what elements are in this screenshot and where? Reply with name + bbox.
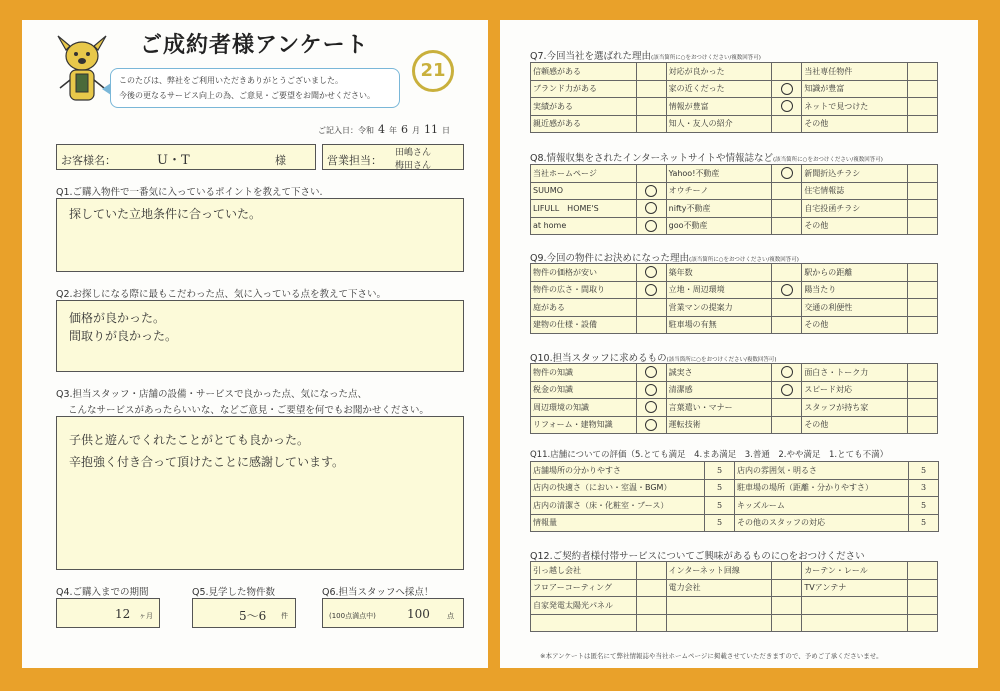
century21-logo-icon: 21 — [412, 50, 454, 92]
q8-option-label: SUUMO — [531, 182, 637, 200]
q8-checkbox[interactable] — [908, 217, 938, 235]
q11-item-label: 情報量 — [531, 514, 705, 532]
q8-option-label: Yahoo!不動産 — [666, 165, 772, 183]
intro-bubble — [110, 68, 400, 108]
q9-checkbox[interactable] — [772, 316, 802, 334]
q7-checkbox[interactable] — [772, 80, 802, 98]
q7-option-label: 信頼感がある — [531, 63, 637, 81]
q9-checkbox[interactable] — [908, 281, 938, 299]
q12-option-label — [666, 597, 772, 615]
q12-checkbox[interactable] — [772, 562, 802, 580]
customer-name: U・T — [157, 153, 190, 168]
q9-checkbox[interactable] — [636, 264, 666, 282]
q11-score[interactable]: 5 — [909, 497, 939, 515]
q11-score[interactable]: 5 — [705, 497, 735, 515]
q8-table — [530, 164, 938, 235]
q7-option-label: 情報が豊富 — [666, 98, 772, 116]
q12-checkbox[interactable] — [908, 614, 938, 632]
q8-checkbox[interactable] — [908, 182, 938, 200]
mascot-dog-icon — [52, 28, 112, 108]
q5-answer-box[interactable] — [192, 598, 296, 628]
q1-answer: 探していた立地条件に合っていた。 — [69, 207, 262, 221]
q8-checkbox[interactable] — [772, 165, 802, 183]
q8-option-label: オウチーノ — [666, 182, 772, 200]
q8-checkbox[interactable] — [772, 200, 802, 218]
q12-option-label: 電力会社 — [666, 579, 772, 597]
q6-answer-box[interactable] — [322, 598, 464, 628]
q12-option-label: フロアーコーティング — [531, 579, 637, 597]
q10-checkbox[interactable] — [636, 416, 666, 434]
date-year: 4 — [378, 123, 385, 136]
q6-answer-value: 100 — [407, 607, 430, 621]
q11-score[interactable]: 5 — [705, 514, 735, 532]
q12-checkbox[interactable] — [636, 579, 666, 597]
staff-label: 営業担当： — [327, 154, 382, 167]
q12-checkbox[interactable] — [636, 562, 666, 580]
q11-score[interactable]: 5 — [909, 462, 939, 480]
q7-checkbox[interactable] — [908, 80, 938, 98]
q8-title: Q8.情報収集をされたインターネットサイトや情報誌など(該当箇所に○をおつけください/複数回答可) — [530, 153, 883, 164]
q7-option-label: 知識が豊富 — [802, 80, 908, 98]
q6-note: (100点満点中) — [329, 612, 376, 620]
entry-date — [318, 123, 450, 136]
q8-checkbox[interactable] — [636, 182, 666, 200]
q10-checkbox[interactable] — [908, 381, 938, 399]
q12-checkbox[interactable] — [772, 614, 802, 632]
q7-checkbox[interactable] — [772, 98, 802, 116]
q12-checkbox[interactable] — [908, 597, 938, 615]
q10-option-label: 面白さ・トーク力 — [802, 364, 908, 382]
q7-row — [531, 98, 938, 116]
q10-checkbox[interactable] — [636, 399, 666, 417]
q9-checkbox[interactable] — [636, 299, 666, 317]
q4-label: Q4.ご購入までの期間 — [56, 587, 149, 598]
q8-option-label: nifty不動産 — [666, 200, 772, 218]
q9-title: Q9.今回の物件にお決めになった理由(該当箇所に○をおつけください/複数回答可) — [530, 253, 799, 264]
circle-mark-icon — [645, 284, 657, 296]
q10-row — [531, 381, 938, 399]
q7-checkbox[interactable] — [636, 80, 666, 98]
circle-mark-icon — [781, 167, 793, 179]
q12-option-label: TVアンテナ — [802, 579, 908, 597]
q10-option-label: 誠実さ — [666, 364, 772, 382]
q7-checkbox[interactable] — [636, 98, 666, 116]
q7-checkbox[interactable] — [636, 63, 666, 81]
q3-label-line-1: Q3.担当スタッフ・店舗の設備・サービスで良かった点、気になった点、 — [56, 389, 368, 400]
q7-option-label: 家の近くだった — [666, 80, 772, 98]
q11-item-label: キッズルーム — [735, 497, 909, 515]
circle-mark-icon — [781, 284, 793, 296]
q9-checkbox[interactable] — [636, 281, 666, 299]
q9-option-label: 庭がある — [531, 299, 637, 317]
q7-checkbox[interactable] — [908, 63, 938, 81]
q11-title: Q11.店舗についての評価（5.とても満足 4.まあ満足 3.普通 2.やや満足 1.とても不満） — [530, 450, 889, 460]
q9-table — [530, 263, 938, 334]
q9-checkbox[interactable] — [908, 264, 938, 282]
q2-answer-box[interactable] — [56, 300, 464, 372]
q8-row — [531, 165, 938, 183]
q10-row — [531, 399, 938, 417]
q4-answer-box[interactable] — [56, 598, 160, 628]
staff-name-1: 田嶋さん — [395, 148, 432, 158]
q11-item-label: 店内の清潔さ（床・化粧室・ブース） — [531, 497, 705, 515]
q8-option-label: その他 — [802, 217, 908, 235]
q5-label: Q5.見学した物件数 — [192, 587, 276, 598]
q9-option-label: 陽当たり — [802, 281, 908, 299]
q12-option-label — [802, 597, 908, 615]
q11-row — [531, 514, 939, 532]
q8-checkbox[interactable] — [636, 217, 666, 235]
q2-answer-line-1: 価格が良かった。 — [69, 311, 166, 325]
q7-option-label: 対応が良かった — [666, 63, 772, 81]
q7-checkbox[interactable] — [908, 98, 938, 116]
q1-label: Q1.ご購入物件で一番気に入っているポイントを教えて下さい. — [56, 187, 323, 198]
q12-option-label: 引っ越し会社 — [531, 562, 637, 580]
q9-option-label: 建物の仕様・設備 — [531, 316, 637, 334]
circle-mark-icon — [781, 100, 793, 112]
q7-checkbox[interactable] — [636, 115, 666, 133]
q10-checkbox[interactable] — [636, 364, 666, 382]
q11-score[interactable]: 5 — [705, 462, 735, 480]
q10-option-label: 物件の知識 — [531, 364, 637, 382]
q7-option-label: 知人・友人の紹介 — [666, 115, 772, 133]
q5-answer-value: 5〜6 — [239, 609, 267, 623]
q7-option-label: 当社専任物件 — [802, 63, 908, 81]
q8-checkbox[interactable] — [636, 165, 666, 183]
circle-mark-icon — [781, 384, 793, 396]
q11-table — [530, 461, 939, 532]
q3-answer-line-2: 辛抱強く付き合って頂けたことに感謝しています。 — [69, 455, 345, 469]
q10-checkbox[interactable] — [636, 381, 666, 399]
q9-checkbox[interactable] — [636, 316, 666, 334]
staff-name-2: 梅田さん — [395, 161, 432, 171]
q9-checkbox[interactable] — [772, 299, 802, 317]
q8-checkbox[interactable] — [908, 165, 938, 183]
circle-mark-icon — [645, 202, 657, 214]
q8-checkbox[interactable] — [636, 200, 666, 218]
q10-option-label: 運転技術 — [666, 416, 772, 434]
q11-score[interactable]: 3 — [909, 479, 939, 497]
circle-mark-icon — [781, 83, 793, 95]
customer-label: お客様名： — [61, 154, 116, 167]
q11-row — [531, 462, 939, 480]
circle-mark-icon — [645, 220, 657, 232]
q12-option-label — [802, 614, 908, 632]
q10-checkbox[interactable] — [772, 416, 802, 434]
q7-option-label: 実績がある — [531, 98, 637, 116]
date-day: 11 — [424, 123, 438, 136]
customer-suffix: 様 — [275, 154, 286, 167]
q1-answer-box[interactable] — [56, 198, 464, 272]
q8-row — [531, 217, 938, 235]
q10-option-label: リフォーム・建物知識 — [531, 416, 637, 434]
circle-mark-icon — [645, 401, 657, 413]
q11-item-label: その他のスタッフの対応 — [735, 514, 909, 532]
q11-item-label: 駐車場の場所（距離・分かりやすさ） — [735, 479, 909, 497]
footer-note: ※本アンケートは匿名にて弊社情報誌や当社ホームページに掲載させていただきますので、予めご了承くださいませ。 — [540, 652, 883, 660]
q7-option-label: その他 — [802, 115, 908, 133]
q8-option-label: goo不動産 — [666, 217, 772, 235]
q12-option-label: 自家発電太陽光パネル — [531, 597, 637, 615]
q11-item-label: 店内の雰囲気・明るさ — [735, 462, 909, 480]
q7-option-label: 親近感がある — [531, 115, 637, 133]
q3-answer-box[interactable] — [56, 416, 464, 570]
q12-checkbox[interactable] — [772, 579, 802, 597]
q8-row — [531, 200, 938, 218]
page-title: ご成約者様アンケート — [140, 33, 369, 58]
date-month-unit: 月 — [412, 126, 420, 135]
date-label: ご記入日：令和 — [318, 126, 374, 135]
q9-checkbox[interactable] — [772, 264, 802, 282]
q6-label: Q6.担当スタッフへ採点！ — [322, 587, 434, 598]
q10-checkbox[interactable] — [772, 381, 802, 399]
q11-row — [531, 479, 939, 497]
q7-checkbox[interactable] — [772, 115, 802, 133]
q10-option-label: その他 — [802, 416, 908, 434]
q4-answer-unit: ヶ月 — [139, 612, 153, 620]
q7-option-label: ブランド力がある — [531, 80, 637, 98]
q9-checkbox[interactable] — [908, 316, 938, 334]
q5-answer-unit: 件 — [281, 612, 288, 620]
q8-option-label: at home — [531, 217, 637, 235]
staff-box[interactable] — [322, 144, 464, 170]
q9-option-label: 交通の利便性 — [802, 299, 908, 317]
q10-option-label: 周辺環境の知識 — [531, 399, 637, 417]
q9-option-label: 駐車場の有無 — [666, 316, 772, 334]
q7-row — [531, 80, 938, 98]
q12-checkbox[interactable] — [772, 597, 802, 615]
q7-option-label: ネットで見つけた — [802, 98, 908, 116]
q11-row — [531, 497, 939, 515]
q3-label-line-2: こんなサービスがあったらいいな、などご意見・ご要望を何でもお聞かせください。 — [68, 405, 429, 416]
q12-option-label — [531, 614, 637, 632]
q11-item-label: 店舗場所の分かりやすさ — [531, 462, 705, 480]
q10-option-label: スタッフが持ち家 — [802, 399, 908, 417]
q10-checkbox[interactable] — [772, 364, 802, 382]
q11-score[interactable]: 5 — [705, 479, 735, 497]
q7-row — [531, 63, 938, 81]
q12-checkbox[interactable] — [908, 579, 938, 597]
q9-checkbox[interactable] — [772, 281, 802, 299]
q11-item-label: 店内の快適さ（におい・室温・BGM） — [531, 479, 705, 497]
q10-checkbox[interactable] — [908, 364, 938, 382]
q8-checkbox[interactable] — [772, 217, 802, 235]
q12-checkbox[interactable] — [908, 562, 938, 580]
q10-checkbox[interactable] — [772, 399, 802, 417]
q12-title: Q12.ご契約者様付帯サービスについてご興味があるものに○をおつけください — [530, 551, 865, 562]
q12-row — [531, 614, 938, 632]
q9-option-label: 物件の広さ・間取り — [531, 281, 637, 299]
circle-mark-icon — [645, 384, 657, 396]
q12-table — [530, 561, 938, 632]
q12-option-label: インターネット回線 — [666, 562, 772, 580]
q9-option-label: 立地・周辺環境 — [666, 281, 772, 299]
q6-answer-unit: 点 — [447, 612, 454, 620]
q10-option-label: 言葉遣い・マナー — [666, 399, 772, 417]
left-sheet — [22, 20, 488, 668]
q2-label: Q2.お探しになる際に最もこだわった点、気に入っている点を教えて下さい。 — [56, 289, 386, 300]
q10-row — [531, 364, 938, 382]
date-month: 6 — [401, 123, 408, 136]
circle-mark-icon — [645, 185, 657, 197]
q9-row — [531, 299, 938, 317]
q8-row — [531, 182, 938, 200]
q8-checkbox[interactable] — [772, 182, 802, 200]
q7-checkbox[interactable] — [772, 63, 802, 81]
q4-answer-value: 12 — [115, 607, 131, 621]
q10-option-label: スピード対応 — [802, 381, 908, 399]
q9-row — [531, 264, 938, 282]
q12-row — [531, 597, 938, 615]
q9-option-label: 営業マンの提案力 — [666, 299, 772, 317]
q10-checkbox[interactable] — [908, 399, 938, 417]
q8-option-label: 住宅情報誌 — [802, 182, 908, 200]
q9-option-label: その他 — [802, 316, 908, 334]
q7-table — [530, 62, 938, 133]
q9-checkbox[interactable] — [908, 299, 938, 317]
q12-option-label: カーテン・レール — [802, 562, 908, 580]
q11-score[interactable]: 5 — [909, 514, 939, 532]
q3-answer-line-1: 子供と遊んでくれたことがとても良かった。 — [69, 433, 310, 447]
right-sheet — [500, 20, 978, 668]
date-year-unit: 年 — [389, 126, 397, 135]
q12-row — [531, 579, 938, 597]
q12-row — [531, 562, 938, 580]
date-day-unit: 日 — [442, 126, 450, 135]
q10-option-label: 税金の知識 — [531, 381, 637, 399]
q12-checkbox[interactable] — [636, 597, 666, 615]
q10-option-label: 清潔感 — [666, 381, 772, 399]
q7-title: Q7.今回当社を選ばれた理由(該当箇所に○をおつけください/複数回答可) — [530, 51, 761, 62]
q10-checkbox[interactable] — [908, 416, 938, 434]
q10-table — [530, 363, 938, 434]
q8-option-label: 自宅投函チラシ — [802, 200, 908, 218]
q9-row — [531, 281, 938, 299]
q7-row — [531, 115, 938, 133]
customer-name-box[interactable] — [56, 144, 316, 170]
q8-option-label: 新聞折込チラシ — [802, 165, 908, 183]
q8-checkbox[interactable] — [908, 200, 938, 218]
q8-option-label: LIFULL HOME'S — [531, 200, 637, 218]
q2-answer-line-2: 間取りが良かった。 — [69, 329, 178, 343]
intro-line-1: このたびは、弊社をご利用いただきありがとうございました。 — [119, 76, 343, 85]
q7-checkbox[interactable] — [908, 115, 938, 133]
q8-option-label: 当社ホームページ — [531, 165, 637, 183]
q9-option-label: 駅からの距離 — [802, 264, 908, 282]
intro-line-2: 今後の更なるサービス向上の為、ご意見・ご要望をお聞かせください。 — [119, 91, 375, 100]
circle-mark-icon — [645, 266, 657, 278]
circle-mark-icon — [645, 366, 657, 378]
q9-option-label: 築年数 — [666, 264, 772, 282]
q12-option-label — [666, 614, 772, 632]
q12-checkbox[interactable] — [636, 614, 666, 632]
circle-mark-icon — [781, 366, 793, 378]
q10-title: Q10.担当スタッフに求めるもの(該当箇所に○をおつけください/複数回答可) — [530, 353, 777, 364]
q10-row — [531, 416, 938, 434]
q9-option-label: 物件の価格が安い — [531, 264, 637, 282]
q9-row — [531, 316, 938, 334]
circle-mark-icon — [645, 419, 657, 431]
